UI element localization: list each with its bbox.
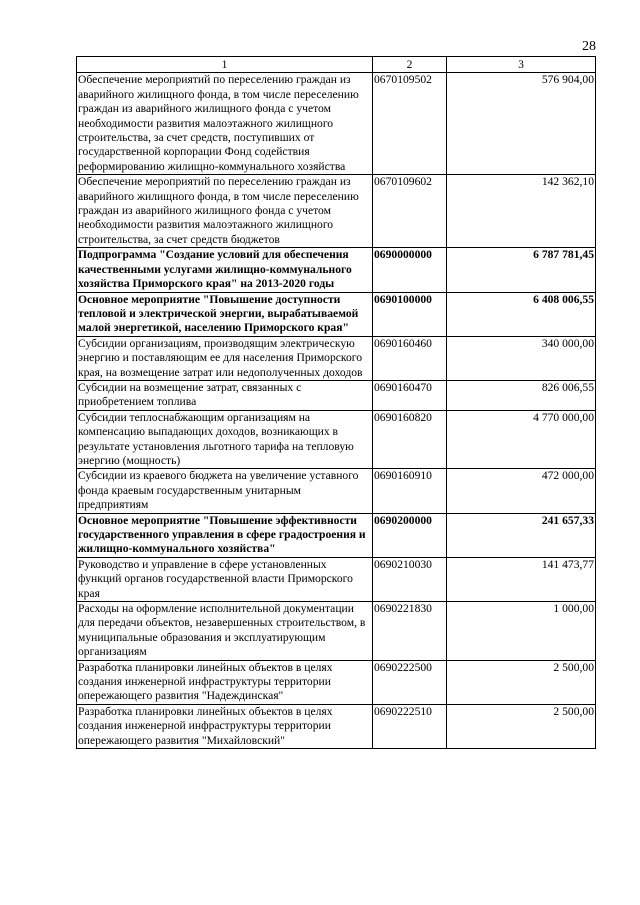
table-row	[77, 380, 596, 410]
row-amount: 472 000,00	[447, 469, 596, 513]
row-code: 0690000000	[373, 248, 447, 292]
row-name: Расходы на оформление исполнительной документации для передачи объектов, незавершенных строительством, в муниципальные образования и эксплуатирующим организациям	[77, 602, 373, 661]
table-row	[77, 336, 596, 380]
row-amount: 2 500,00	[447, 704, 596, 748]
row-amount: 826 006,55	[447, 380, 596, 410]
column-header-1: 1	[77, 57, 373, 73]
table-header-row	[77, 57, 596, 73]
row-name: Подпрограмма "Создание условий для обеспечения качественными услугами жилищно-коммунального хозяйства Приморского края" на 2013-2020 годы	[77, 248, 373, 292]
column-header-2: 2	[373, 57, 447, 73]
row-name: Руководство и управление в сфере установленных функций органов государственной власти Приморского края	[77, 557, 373, 601]
row-name: Обеспечение мероприятий по переселению граждан из аварийного жилищного фонда, в том числе переселению граждан из аварийного жилищного фонда с учетом необходимости развития малоэтажного жилищного строительства, за счет средств, поступивших от государственной корпорации Фонд содействия реформированию жилищно-коммунального хозяйства	[77, 73, 373, 175]
row-name: Субсидии из краевого бюджета на увеличение уставного фонда краевым государственным унитарным предприятиям	[77, 469, 373, 513]
row-name: Основное мероприятие "Повышение эффективности государственного управления в сфере градостроения и жилищно-коммунального хозяйства"	[77, 513, 373, 557]
row-amount: 6 787 781,45	[447, 248, 596, 292]
table-row	[77, 73, 596, 175]
row-code: 0690160460	[373, 336, 447, 380]
row-amount: 241 657,33	[447, 513, 596, 557]
table-row	[77, 248, 596, 292]
row-code: 0670109502	[373, 73, 447, 175]
row-name: Основное мероприятие "Повышение доступности тепловой и электрической энергии, вырабатываемой малой энергетикой, населению Приморского края"	[77, 292, 373, 336]
row-amount: 2 500,00	[447, 660, 596, 704]
table-row	[77, 557, 596, 601]
row-amount: 4 770 000,00	[447, 410, 596, 469]
row-amount: 340 000,00	[447, 336, 596, 380]
row-amount: 142 362,10	[447, 175, 596, 248]
table-row	[77, 410, 596, 469]
row-amount: 141 473,77	[447, 557, 596, 601]
row-amount: 1 000,00	[447, 602, 596, 661]
row-code: 0690160470	[373, 380, 447, 410]
row-code: 0690160820	[373, 410, 447, 469]
row-code: 0690222500	[373, 660, 447, 704]
row-code: 0690221830	[373, 602, 447, 661]
row-code: 0670109602	[373, 175, 447, 248]
table-row	[77, 292, 596, 336]
column-header-3: 3	[447, 57, 596, 73]
row-name: Обеспечение мероприятий по переселению граждан из аварийного жилищного фонда, в том числе переселению граждан из аварийного жилищного фонда с учетом необходимости развития малоэтажного жилищного строительства, за счет средств бюджетов	[77, 175, 373, 248]
row-name: Разработка планировки линейных объектов в целях создания инженерной инфраструктуры территории опережающего развития "Надеждинская"	[77, 660, 373, 704]
table-row	[77, 602, 596, 661]
page-number: 28	[582, 39, 596, 54]
row-amount: 6 408 006,55	[447, 292, 596, 336]
table-row	[77, 175, 596, 248]
row-name: Разработка планировки линейных объектов в целях создания инженерной инфраструктуры территории опережающего развития "Михайловский"	[77, 704, 373, 748]
table-row	[77, 660, 596, 704]
table-row	[77, 469, 596, 513]
row-code: 0690210030	[373, 557, 447, 601]
row-code: 0690200000	[373, 513, 447, 557]
table-row	[77, 704, 596, 748]
budget-table	[76, 56, 596, 749]
row-name: Субсидии на возмещение затрат, связанных с приобретением топлива	[77, 380, 373, 410]
row-code: 0690222510	[373, 704, 447, 748]
row-name: Субсидии теплоснабжающим организациям на компенсацию выпадающих доходов, возникающих в результате установления льготного тарифа на тепловую энергию (мощность)	[77, 410, 373, 469]
row-code: 0690100000	[373, 292, 447, 336]
row-name: Субсидии организациям, производящим электрическую энергию и поставляющим ее для населения Приморского края, на возмещение затрат или недополученных доходов	[77, 336, 373, 380]
row-code: 0690160910	[373, 469, 447, 513]
table-row	[77, 513, 596, 557]
row-amount: 576 904,00	[447, 73, 596, 175]
